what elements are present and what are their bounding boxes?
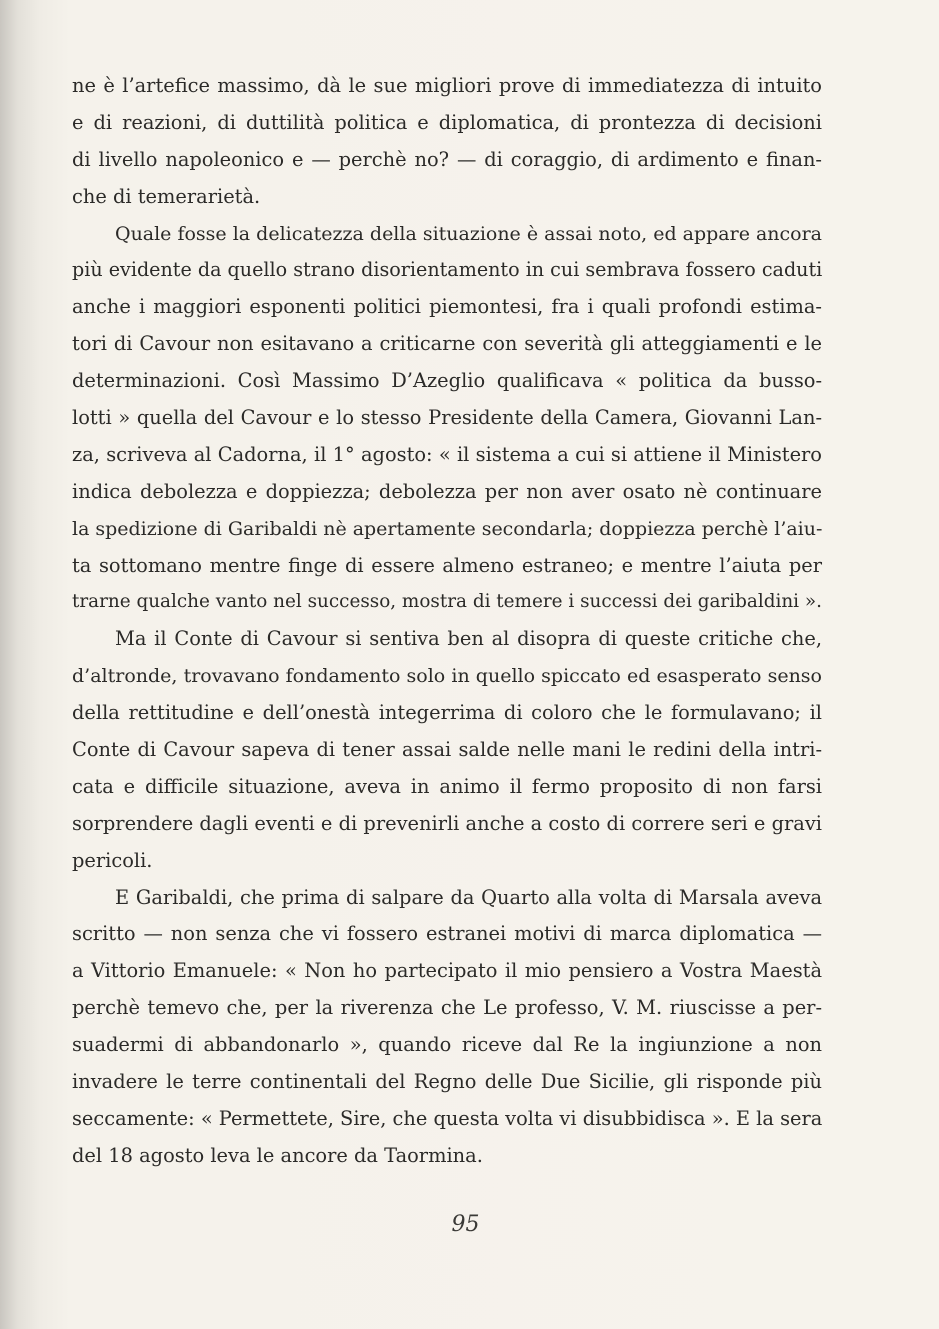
text-line: invadere le terre continentali del Regno delle Due Sicilie, gli risponde più xyxy=(72,1070,822,1094)
text-line: sorprendere dagli eventi e di prevenirli anche a costo di correre seri e gravi xyxy=(72,811,822,835)
text-line: e di reazioni, di duttilità politica e diplomatica, di prontezza di decisioni xyxy=(72,110,822,134)
text-line: della rettitudine e dell’onestà integerrima di coloro che le formulavano; il xyxy=(72,701,822,725)
page-number xyxy=(0,1212,939,1237)
body-text xyxy=(72,68,822,1175)
text-line: perchè temevo che, per la riverenza che Le professo, V. M. riuscisse a per- xyxy=(72,996,822,1020)
page-number-text: 95 xyxy=(451,1212,480,1237)
text-line: seccamente: « Permettete, Sire, che questa volta vi disubbidisca ». E la sera xyxy=(72,1106,823,1130)
text-line: del 18 agosto leva le ancore da Taormina. xyxy=(72,1143,483,1167)
text-line: cata e difficile situazione, aveva in animo il fermo proposito di non farsi xyxy=(72,774,822,798)
text-line: lotti » quella del Cavour e lo stesso Presidente della Camera, Giovanni Lan- xyxy=(72,406,822,430)
text-line: ne è l’artefice massimo, dà le sue migliori prove di immediatezza di intuito xyxy=(72,74,822,97)
text-line: trarne qualche vanto nel successo, mostra di temere i successi dei garibaldini ». xyxy=(72,591,822,613)
text-line: E Garibaldi, che prima di salpare da Quarto alla volta di Marsala aveva xyxy=(115,885,822,909)
text-line: d’altronde, trovavano fondamento solo in quello spiccato ed esasperato senso xyxy=(72,665,822,688)
text-line: che di temerarietà. xyxy=(72,184,261,208)
text-line: ta sottomano mentre finge di essere almeno estraneo; e mentre l’aiuta per xyxy=(72,553,822,577)
text-line: scritto — non senza che vi fossero estranei motivi di marca diplomatica — xyxy=(72,922,822,946)
text-line: Quale fosse la delicatezza della situazione è assai noto, ed appare ancora xyxy=(115,222,822,245)
text-line: tori di Cavour non esitavano a criticarne con severità gli atteggiamenti e le xyxy=(72,332,822,356)
text-line: indica debolezza e doppiezza; debolezza per non aver osato nè continuare xyxy=(72,479,822,503)
text-line: più evidente da quello strano disorientamento in cui sembrava fossero caduti xyxy=(72,258,823,282)
text-line: la spedizione di Garibaldi nè apertamente secondarla; doppiezza perchè l’aiu- xyxy=(72,517,823,540)
text-line: a Vittorio Emanuele: « Non ho partecipato il mio pensiero a Vostra Maestà xyxy=(72,959,822,983)
text-line: di livello napoleonico e — perchè no? — di coraggio, di ardimento e finan- xyxy=(72,147,822,171)
text-line: Conte di Cavour sapeva di tener assai salde nelle mani le redini della intri- xyxy=(72,738,822,762)
text-line: za, scriveva al Cadorna, il 1° agosto: « il sistema a cui si attiene il Ministero xyxy=(72,442,822,466)
text-line: anche i maggiori esponenti politici piemontesi, fra i quali profondi estima- xyxy=(72,295,822,319)
text-line: determinazioni. Così Massimo D’Azeglio qualificava « politica da busso- xyxy=(72,369,822,393)
text-line: Ma il Conte di Cavour si sentiva ben al disopra di queste critiche che, xyxy=(115,627,822,651)
text-line: pericoli. xyxy=(72,848,153,872)
text-line: suadermi di abbandonarlo », quando riceve dal Re la ingiunzione a non xyxy=(72,1033,822,1057)
